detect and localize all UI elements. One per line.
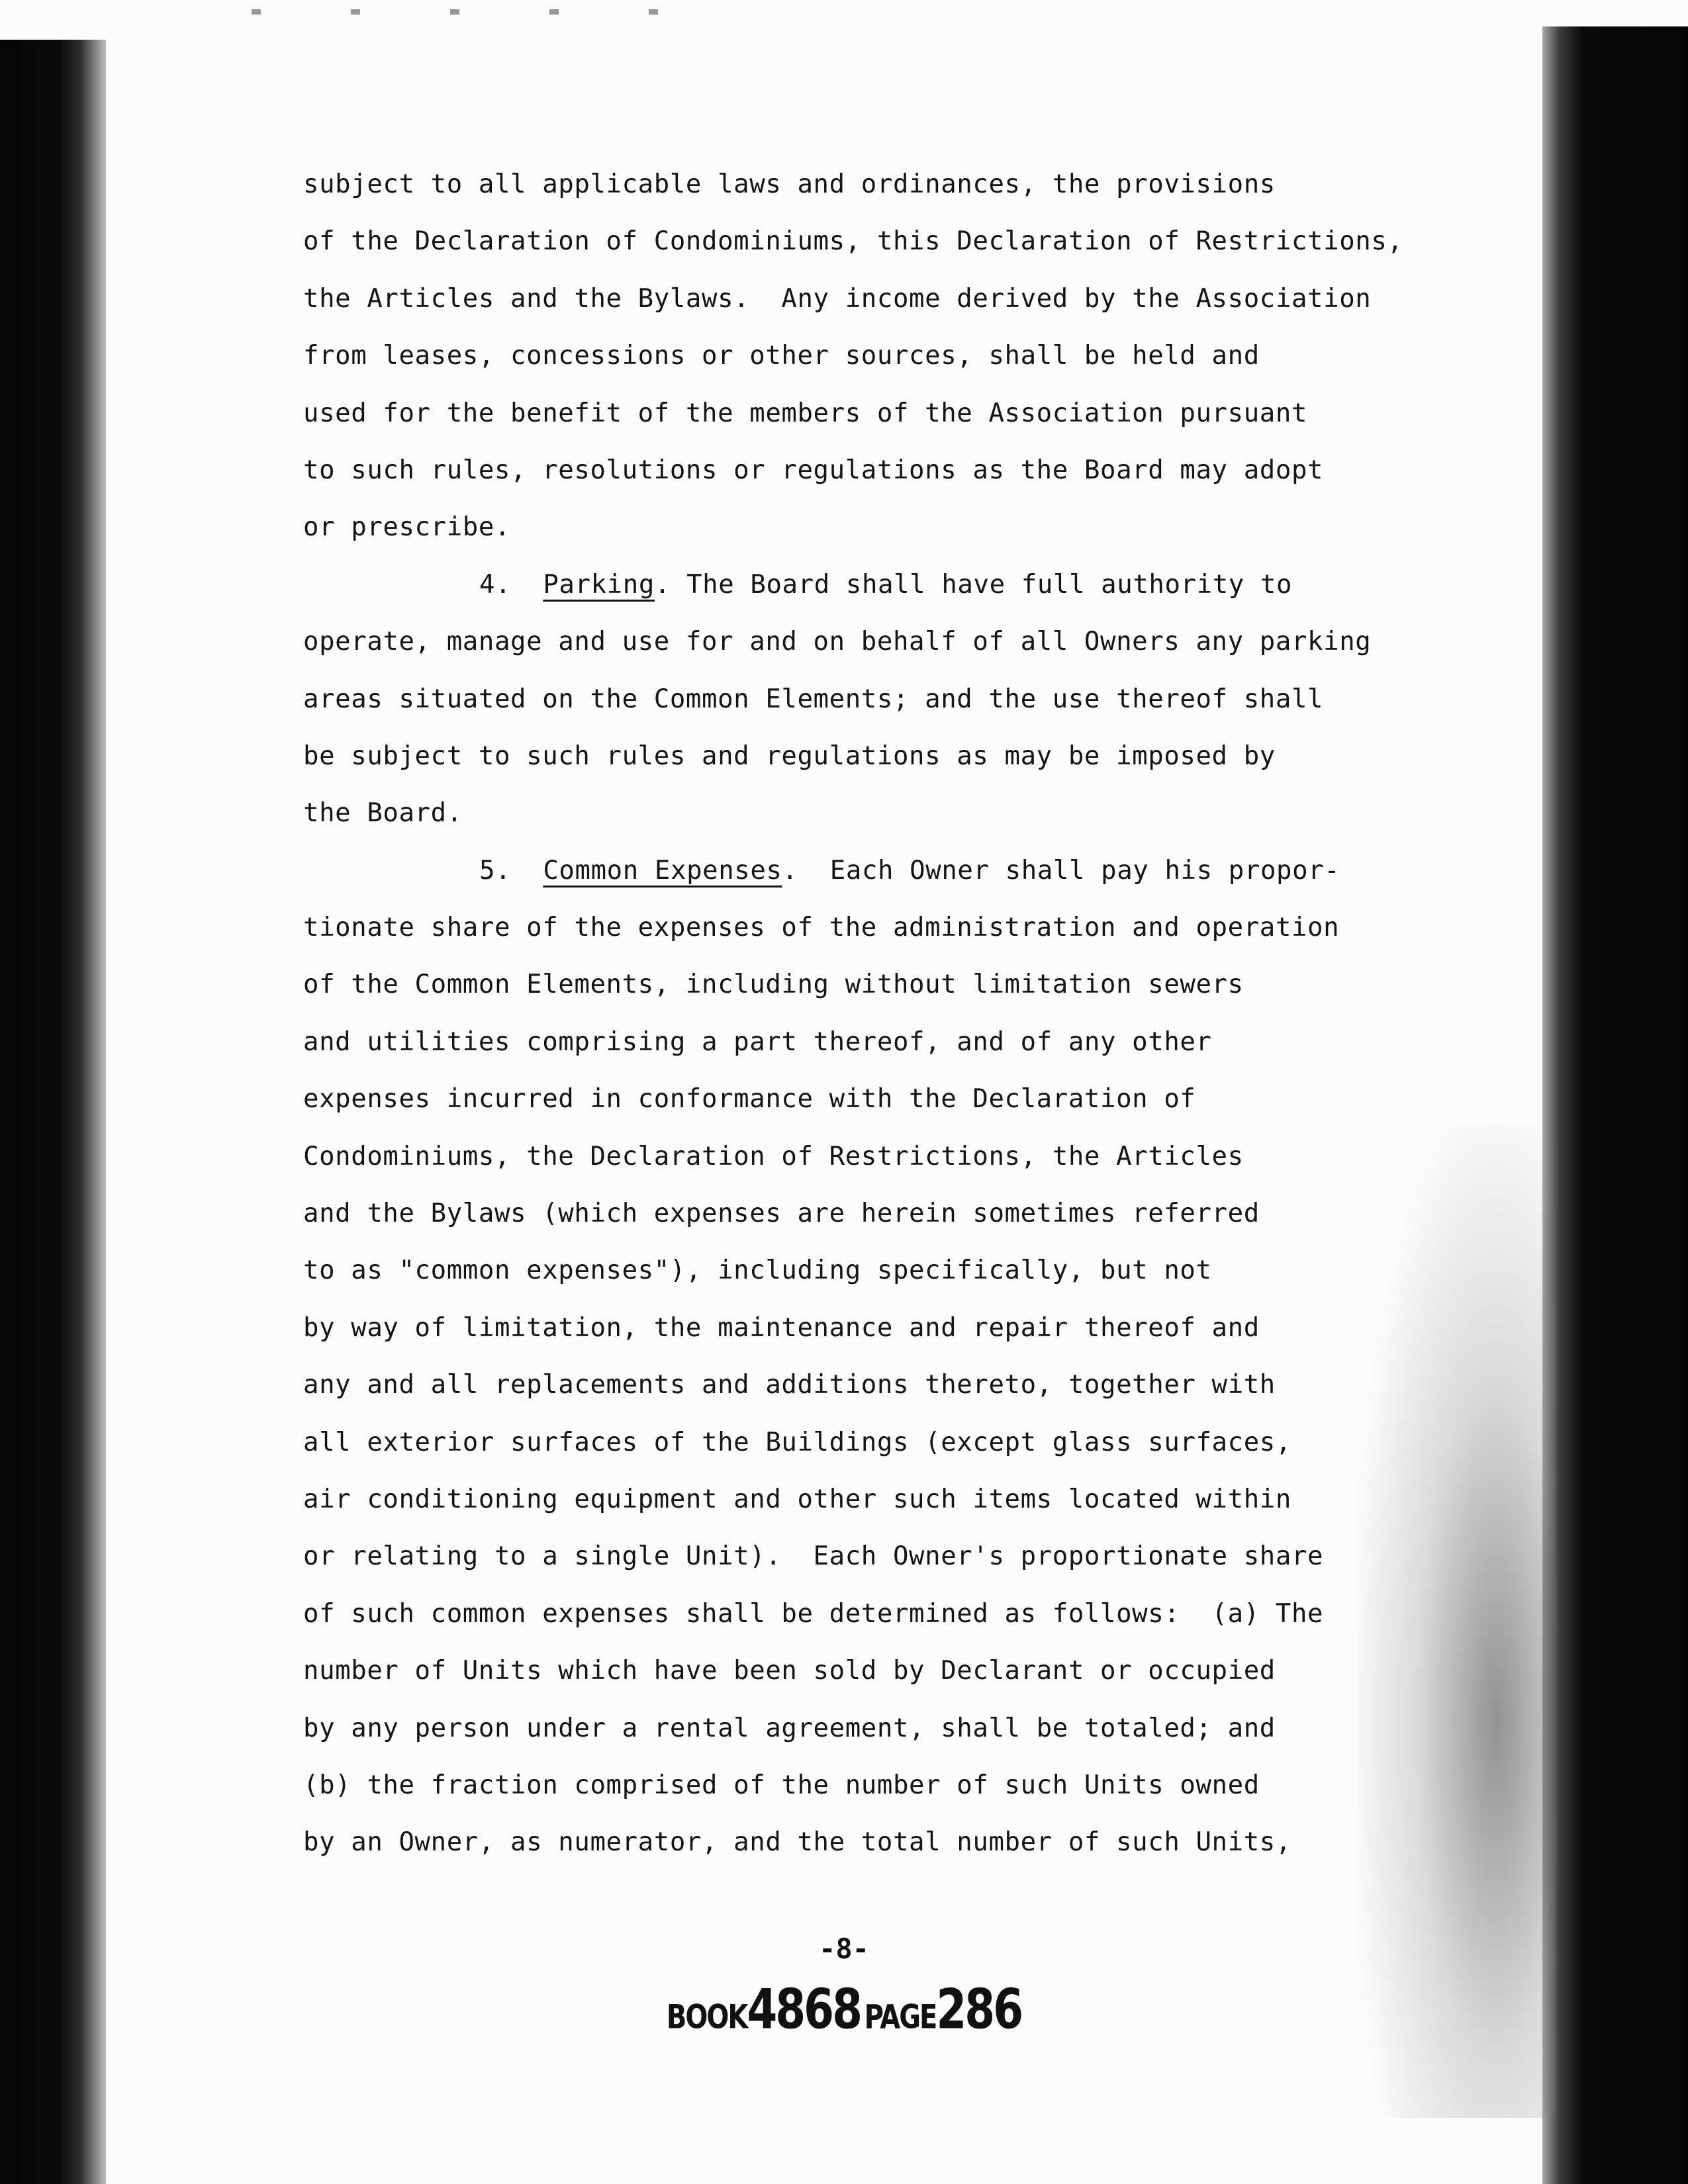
section-5-line: number of Units which have been sold by Declarant or occupied <box>303 1656 1276 1686</box>
section-5-line: and utilities comprising a part thereof, and of any other <box>303 1026 1212 1057</box>
section-5-heading: Common Expenses <box>543 855 782 886</box>
section-4-line: the Board. <box>303 798 463 829</box>
body-line: to such rules, resolutions or regulations as the Board may adopt <box>303 455 1324 485</box>
section-5-line: of such common expenses shall be determined as follows: (a) The <box>303 1598 1324 1629</box>
document-body <box>303 156 1481 1872</box>
section-5-first-line <box>303 842 1481 899</box>
section-5-line: by an Owner, as numerator, and the total number of such Units, <box>303 1827 1291 1858</box>
section-5-line: by any person under a rental agreement, shall be totaled; and <box>303 1713 1276 1743</box>
section-5-line: air conditioning equipment and other such items located within <box>303 1484 1291 1514</box>
body-line: subject to all applicable laws and ordinances, the provisions <box>303 169 1276 199</box>
section-5-line: or relating to a single Unit). Each Owner's proportionate share <box>303 1541 1324 1572</box>
stamp-book-number: 4868 <box>747 1978 861 2042</box>
stamp-page-label: PAGE <box>864 1998 937 2037</box>
body-line: or prescribe. <box>303 512 511 543</box>
section-4-line: be subject to such rules and regulations as may be imposed by <box>303 741 1276 771</box>
section-4-first-line-text: . The Board shall have full authority to <box>654 569 1293 600</box>
stamp-page-value: 286 <box>936 1978 1022 2042</box>
section-5-first-line-text: . Each Owner shall pay his propor- <box>782 855 1340 886</box>
section-5-line: to as "common expenses"), including specifically, but not <box>303 1255 1212 1286</box>
section-4-line: operate, manage and use for and on behalf of all Owners any parking <box>303 627 1372 657</box>
body-line: used for the benefit of the members of the Association pursuant <box>303 398 1308 428</box>
section-5-line: tionate share of the expenses of the administration and operation <box>303 913 1340 943</box>
body-line: from leases, concessions or other sources, shall be held and <box>303 341 1260 371</box>
scan-right-edge <box>1542 26 1688 2184</box>
section-4-number: 4. <box>479 569 512 600</box>
section-4-first-line <box>303 557 1481 614</box>
body-line: of the Declaration of Condominiums, this Declaration of Restrictions, <box>303 226 1403 257</box>
page-number: -8- <box>819 1933 869 1965</box>
section-5-line: Condominiums, the Declaration of Restrictions, the Articles <box>303 1141 1244 1171</box>
section-5-line: expenses incurred in conformance with the Declaration of <box>303 1084 1196 1115</box>
body-line: the Articles and the Bylaws. Any income derived by the Association <box>303 283 1372 314</box>
book-page-stamp <box>0 1978 1688 2041</box>
stamp-book-label: BOOK <box>666 1998 747 2037</box>
section-5-line: of the Common Elements, including without limitation sewers <box>303 970 1244 1000</box>
section-5-line: by way of limitation, the maintenance and repair thereof and <box>303 1312 1260 1343</box>
section-4-heading: Parking <box>543 569 655 600</box>
section-5-number: 5. <box>479 855 512 886</box>
section-5-line: any and all replacements and additions thereto, together with <box>303 1370 1276 1400</box>
scan-left-edge <box>0 40 106 2184</box>
section-5-line: (b) the fraction comprised of the number of such Units owned <box>303 1770 1260 1800</box>
section-4-line: areas situated on the Common Elements; and the use thereof shall <box>303 684 1324 714</box>
section-5-line: all exterior surfaces of the Buildings (except glass surfaces, <box>303 1427 1291 1457</box>
section-5-line: and the Bylaws (which expenses are herein sometimes referred <box>303 1199 1260 1229</box>
scan-top-marks <box>252 9 715 15</box>
